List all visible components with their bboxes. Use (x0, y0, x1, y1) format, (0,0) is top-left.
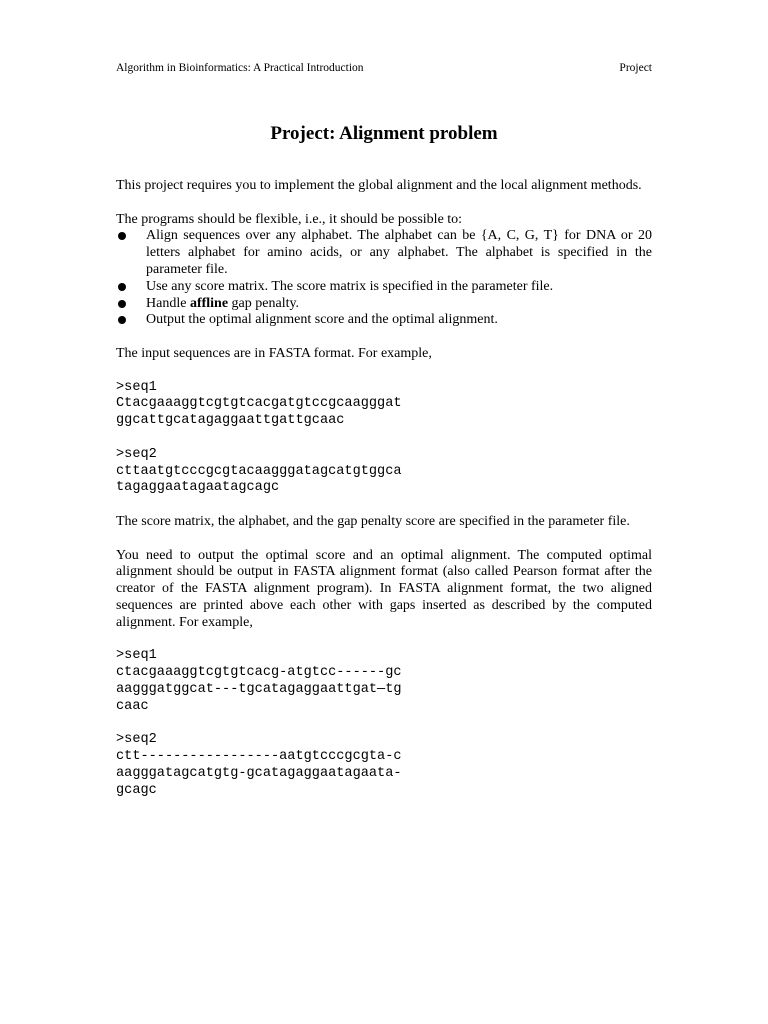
list-item-text: Handle (146, 295, 190, 311)
aligned-seq2-block (116, 732, 652, 799)
code-line: >seq1 (116, 379, 157, 395)
output-paragraph: You need to output the optimal score and an optimal alignment. The computed optimal alignment should be output in FASTA alignment format (also called Pearson format after the creator of the FASTA alignment program). In FASTA alignment format, the two aligned sequences are printed above each other with gaps inserted as described by the computed alignment. For example, (116, 547, 652, 630)
aligned-seq1-block (116, 648, 652, 715)
header-book-title: Algorithm in Bioinformatics: A Practical Introduction (116, 62, 364, 74)
code-line: tagaggaatagaatagcagc (116, 480, 280, 496)
code-line: ggcattgcatagaggaattgattgcaac (116, 413, 345, 429)
bullet-icon (118, 232, 126, 240)
header-section: Project (619, 62, 652, 74)
list-item-bold-text: affline (189, 295, 229, 311)
list-item (116, 228, 652, 278)
code-line: ctt-----------------aatgtcccgcgta-c (116, 749, 402, 765)
code-line: aagggatggcat---tgcatagaggaattgat—tg (116, 681, 402, 697)
list-item (116, 312, 652, 329)
bullet-icon (118, 300, 126, 308)
requirements-list (116, 228, 652, 329)
list-item (116, 279, 652, 296)
list-item-text: gap penalty. (228, 295, 300, 311)
flexible-paragraph: The programs should be flexible, i.e., it should be possible to: (116, 211, 463, 227)
code-line: >seq2 (116, 732, 157, 748)
intro-paragraph: This project requires you to implement the global alignment and the local alignment methods. (116, 178, 642, 193)
input-seq2-block (116, 447, 652, 497)
code-line: gcagc (116, 782, 157, 798)
code-line: >seq1 (116, 648, 157, 664)
list-item-text: Output the optimal alignment score and the optimal alignment. (146, 312, 498, 328)
list-item-text: Use any score matrix. The score matrix is specified in the parameter file. (146, 278, 554, 294)
document-body (116, 178, 652, 799)
list-item-text: Align sequences over any alphabet. The alphabet can be {A, C, G, T} for DNA or 20 letters alphabet for amino acids, or any alphabet. The alphabet is specified in the parameter file. (146, 228, 652, 277)
input-seq1-block (116, 380, 652, 430)
list-item (116, 296, 652, 313)
score-matrix-paragraph: The score matrix, the alphabet, and the gap penalty score are specified in the parameter file. (116, 513, 630, 529)
code-line: Ctacgaaaggtcgtgtcacgatgtccgcaagggat (116, 396, 402, 412)
code-line: caac (116, 698, 149, 714)
page-title: Project: Alignment problem (270, 123, 498, 144)
bullet-icon (118, 283, 126, 291)
fasta-intro-paragraph: The input sequences are in FASTA format. For example, (116, 345, 432, 361)
code-line: aagggatagcatgtg-gcatagaggaatagaata- (116, 765, 402, 781)
code-line: cttaatgtcccgcgtacaagggatagcatgtggca (116, 463, 402, 479)
code-line: ctacgaaaggtcgtgtcacg-atgtcc------gc (116, 665, 402, 681)
running-header (116, 61, 652, 75)
bullet-icon (118, 316, 126, 324)
code-line: >seq2 (116, 446, 157, 462)
